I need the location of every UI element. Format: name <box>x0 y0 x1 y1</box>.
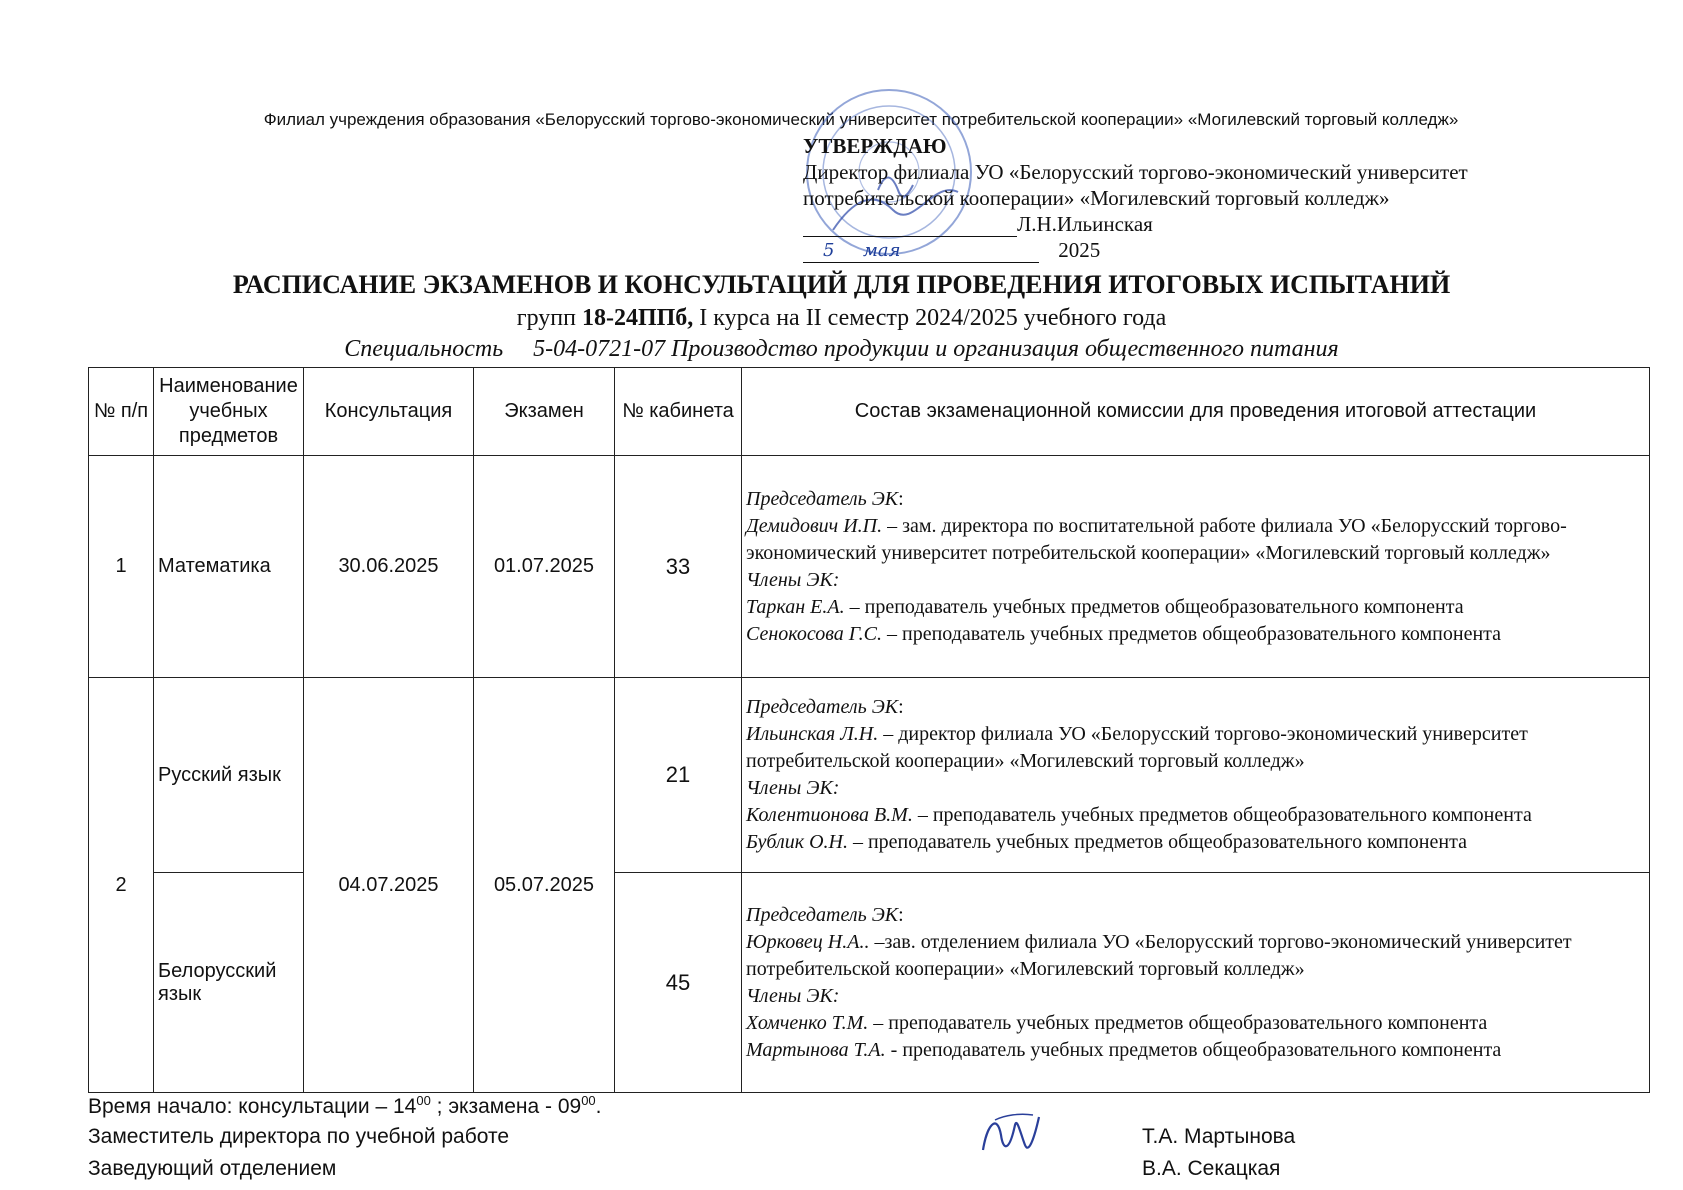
row-num: 1 <box>89 456 154 678</box>
member-role: – преподаватель учебных предметов общеобразовательного компонента <box>847 831 1467 853</box>
member-name: Бублик О.Н. <box>746 831 848 853</box>
row-num: 2 <box>89 678 154 1093</box>
chair-role: – зам. директора по воспитательной работе филиала УО «Белорусский торгово-экономический университет потребительской кооперации» «Могилевский торговый колледж» <box>746 514 1567 564</box>
row-room: 45 <box>615 873 742 1093</box>
table-row <box>89 456 1650 678</box>
row-exam-date: 05.07.2025 <box>474 678 615 1093</box>
specialty-line <box>0 336 1683 363</box>
header-consultation: Консультация <box>304 368 474 456</box>
subtitle-suffix: I курса на II семестр 2024/2025 учебного года <box>693 305 1167 331</box>
deputy-name: Т.А. Мартынова <box>1142 1125 1296 1148</box>
chair-label: Председатель ЭК <box>746 487 899 510</box>
header-subject: Наименование учебных предметов <box>154 368 304 456</box>
subtitle-prefix: групп <box>516 305 582 331</box>
row-consultation-date: 30.06.2025 <box>304 456 474 678</box>
members-label: Члены ЭК <box>746 568 833 591</box>
row-subject: Русский язык <box>154 678 304 873</box>
approval-position-line1: Директор филиала УО «Белорусский торгово-экономический университет <box>803 160 1468 184</box>
row-commission: Председатель ЭК: Ильинская Л.Н. – директор филиала УО «Белорусский торгово-экономический университет потребительской кооперации» «Могилевский торговый колледж» Члены ЭК: Колентионова В.М. – преподаватель учебных предметов общеобразовательного компонента Бублик О.Н. – преподаватель учебных предметов общеобразовательного компонента <box>742 678 1650 873</box>
header-exam: Экзамен <box>474 368 615 456</box>
time-mid: ; экзамена - 09 <box>430 1095 582 1118</box>
director-name: Л.Н.Ильинская <box>1017 212 1153 236</box>
specialty-label: Специальность <box>344 336 504 362</box>
row-commission: Председатель ЭК: Демидович И.П. – зам. директора по воспитательной работе филиала УО «Белорусский торгово-экономический университет потребительской кооперации» «Могилевский торговый колледж» Члены ЭК: Таркан Е.А. – преподаватель учебных предметов общеобразовательного компонента Сенокосова Г.С. – преподаватель учебных предметов общеобразовательного компонента <box>742 456 1650 678</box>
approval-date-line <box>803 237 1603 263</box>
chair-role: –зав. отделением филиала УО «Белорусский торгово-экономический университет потребительской кооперации» «Могилевский торговый колледж» <box>746 930 1572 980</box>
header-room: № кабинета <box>615 368 742 456</box>
row-subject: Математика <box>154 456 304 678</box>
row-commission: Председатель ЭК: Юрковец Н.А.. –зав. отделением филиала УО «Белорусский торгово-экономический университет потребительской кооперации» «Могилевский торговый колледж» Члены ЭК: Хомченко Т.М. – преподаватель учебных предметов общеобразовательного компонента Мартынова Т.А. - преподаватель учебных предметов общеобразовательного компонента <box>742 873 1650 1093</box>
chair-label: Председатель ЭК <box>746 696 899 718</box>
members-label: Члены ЭК <box>746 777 833 799</box>
member-name: Хомченко Т.М. <box>746 1011 869 1034</box>
head-position: Заведующий отделением <box>88 1157 337 1180</box>
chair-label: Председатель ЭК <box>746 903 899 926</box>
chair-name: Демидович И.П. <box>746 514 883 537</box>
time-label: Время начало: консультации – 14 <box>88 1095 417 1118</box>
date-day: 5 <box>823 240 835 261</box>
members-label: Члены ЭК <box>746 984 833 1007</box>
exam-schedule-table <box>88 367 1650 1093</box>
chair-role: – директор филиала УО «Белорусский торгово-экономический университет потребительской кооперации» «Могилевский торговый колледж» <box>746 723 1528 772</box>
document-subtitle <box>0 305 1683 332</box>
approval-signature-line <box>803 211 1603 237</box>
row-exam-date: 01.07.2025 <box>474 456 615 678</box>
member-name: Сенокосова Г.С. <box>746 622 883 645</box>
time-exam-minutes: 00 <box>581 1093 596 1108</box>
approval-title: УТВЕРЖДАЮ <box>803 134 947 158</box>
header-num: № п/п <box>89 368 154 456</box>
table-row <box>89 678 1650 873</box>
member-name: Колентионова В.М. <box>746 804 913 826</box>
member-role: – преподаватель учебных предметов общеобразовательного компонента <box>844 595 1464 618</box>
row-room: 21 <box>615 678 742 873</box>
header-commission: Состав экзаменационной комиссии для проведения итоговой аттестации <box>742 368 1650 456</box>
table-header-row <box>89 368 1650 456</box>
chair-name: Ильинская Л.Н. <box>746 723 879 745</box>
specialty-value: 5-04-0721-07 Производство продукции и организация общественного питания <box>533 336 1339 362</box>
row-subject: Белорусский язык <box>154 873 304 1093</box>
approval-position-line2: потребительской кооперации» «Могилевский торговый колледж» <box>803 186 1390 210</box>
member-name: Мартынова Т.А. <box>746 1038 886 1061</box>
approval-block <box>803 133 1603 263</box>
group-code: 18-24ППб, <box>581 305 694 331</box>
document-title: РАСПИСАНИЕ ЭКЗАМЕНОВ И КОНСУЛЬТАЦИЙ ДЛЯ ПРОВЕДЕНИЯ ИТОГОВЫХ ИСПЫТАНИЙ <box>232 270 1451 299</box>
chair-name: Юрковец Н.А.. <box>746 930 870 953</box>
handwritten-signature-icon <box>975 1105 1045 1165</box>
member-name: Таркан Е.А. <box>746 595 845 618</box>
date-underline <box>803 242 1039 263</box>
member-role: - преподаватель учебных предметов общеобразовательного компонента <box>885 1038 1502 1061</box>
time-cons-minutes: 00 <box>416 1093 431 1108</box>
start-time-line <box>88 1093 602 1119</box>
member-role: – преподаватель учебных предметов общеобразовательного компонента <box>912 804 1532 826</box>
organization-name: Филиал учреждения образования «Белорусский торгово-экономический университет потребительской кооперации» «Могилевский торговый колледж» <box>263 110 1459 129</box>
date-year: 2025 <box>1058 238 1101 262</box>
member-role: – преподаватель учебных предметов общеобразовательного компонента <box>882 622 1502 645</box>
row-consultation-date: 04.07.2025 <box>304 678 474 1093</box>
row-room: 33 <box>615 456 742 678</box>
member-role: – преподаватель учебных предметов общеобразовательного компонента <box>868 1011 1488 1034</box>
head-name: В.А. Секацкая <box>1142 1157 1281 1180</box>
time-end: . <box>595 1095 602 1118</box>
deputy-position: Заместитель директора по учебной работе <box>88 1125 510 1148</box>
date-month: мая <box>863 240 901 261</box>
signature-underline <box>803 216 1017 237</box>
